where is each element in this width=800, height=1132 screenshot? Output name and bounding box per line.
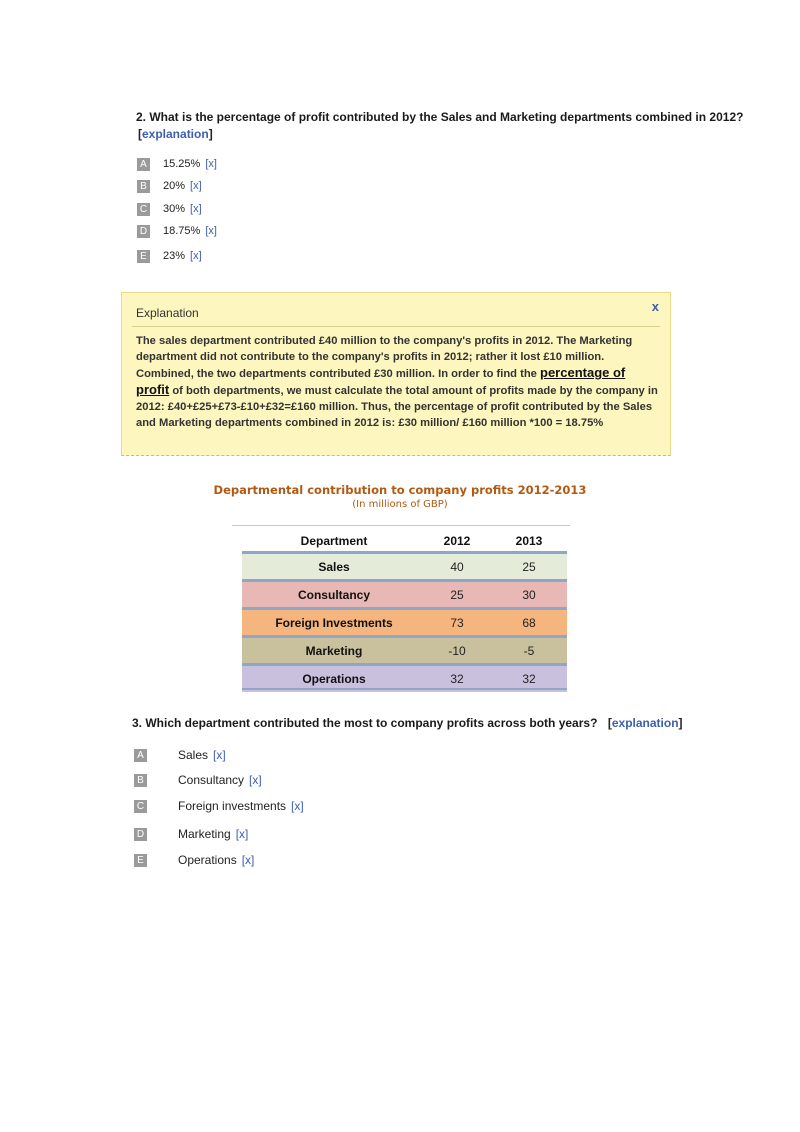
question-3-title: 3. Which department contributed the most to company profits across both years? [132,716,598,730]
option-text: 15.25% [163,157,201,170]
option-text: Foreign investments [178,798,287,813]
option-letter-badge: D [134,828,147,841]
explanation-text-part-1: The sales department contributed £40 million to the company's profits in 2012. The Marketing department did not contribute to the company's profits in 2012; rather it lost £10 million. Combined, the two departments contributed £30 million. In order to find the [136,335,633,380]
remove-option-button[interactable]: [x] [213,747,226,762]
option-text: Operations [178,852,237,867]
cell-2013: 30 [522,588,536,602]
remove-option-button[interactable]: [x] [205,157,217,170]
row-separator [242,688,567,690]
bracket-open: [ [607,716,612,730]
option-text: 30% [163,202,186,215]
option-text: Marketing [178,826,231,841]
option-letter-badge: B [137,180,150,193]
explanation-heading: Explanation [136,306,199,320]
header-2012: 2012 [443,534,471,548]
remove-option-button[interactable]: [x] [205,224,217,237]
option-letter-badge: D [137,225,150,238]
bracket-close: ] [678,716,683,730]
question-2-explanation-link[interactable]: explanation [142,127,209,141]
table-row-foreign-investments [242,610,567,636]
option-letter-badge: C [134,800,147,813]
cell-2012: 25 [450,588,464,602]
explanation-panel [121,292,671,456]
cell-2013: 25 [522,560,536,574]
table-row-sales [242,554,567,580]
percentage-of-profit-link[interactable]: percentage of profit [136,365,626,397]
question-3-explanation-link[interactable]: explanation [611,716,679,730]
option-text: 18.75% [163,224,201,237]
cell-2012: 73 [450,616,464,630]
remove-option-button[interactable]: [x] [291,798,304,813]
table-row-consultancy [242,582,567,608]
cell-2012: 32 [450,672,464,686]
cell-department: Marketing [305,644,363,658]
option-letter-badge: A [137,158,150,171]
question-3-header [132,714,683,732]
cell-2013: 32 [522,672,536,686]
header-2013: 2013 [515,534,543,548]
remove-option-button[interactable]: [x] [241,852,255,867]
option-text: 20% [163,179,186,192]
option-letter-badge: E [137,250,150,263]
option-letter-badge: A [134,749,147,762]
option-text: Sales [178,747,209,762]
cell-department: Operations [302,672,366,686]
table-subtitle: (In millions of GBP) [352,499,448,510]
question-2-explanation-link-wrapper [138,127,213,141]
remove-option-button[interactable]: [x] [190,249,202,262]
option-letter-badge: C [137,203,150,216]
cell-2012: -10 [448,644,466,658]
cell-2012: 40 [450,560,464,574]
bracket-open: [ [138,127,142,141]
table-row-marketing [242,638,567,664]
cell-department: Sales [318,560,350,574]
option-letter-badge: E [134,854,147,867]
table-title: Departmental contribution to company profits 2012-2013 [213,483,587,497]
cell-2013: -5 [523,644,535,658]
remove-option-button[interactable]: [x] [235,826,249,841]
option-text: Consultancy [178,772,245,787]
option-letter-badge: B [134,774,147,787]
remove-option-button[interactable]: [x] [190,202,202,215]
bracket-close: ] [208,127,213,141]
explanation-body [136,333,658,431]
cell-2013: 68 [522,616,536,630]
cell-department: Consultancy [297,588,370,602]
question-2-title: 2. What is the percentage of profit contributed by the Sales and Marketing departments combined in 2012? [136,110,744,124]
remove-option-button[interactable]: [x] [249,772,262,787]
explanation-divider [132,326,660,327]
cell-department: Foreign Investments [275,616,393,630]
table-top-rule [232,525,570,526]
explanation-text-part-2: of both departments, we must calculate the total amount of profits made by the company in 2012: £40+£25+£73-£10+£32=£160 million. Thus, the percentage of profit contributed by the Sales and Marketing departments combined in 2012 is: £30 million/ £160 million *100 = 18.75% [136,385,658,429]
close-explanation-button[interactable]: x [651,299,659,314]
option-text: 23% [163,249,186,262]
header-department: Department [300,534,368,548]
remove-option-button[interactable]: [x] [190,179,202,192]
